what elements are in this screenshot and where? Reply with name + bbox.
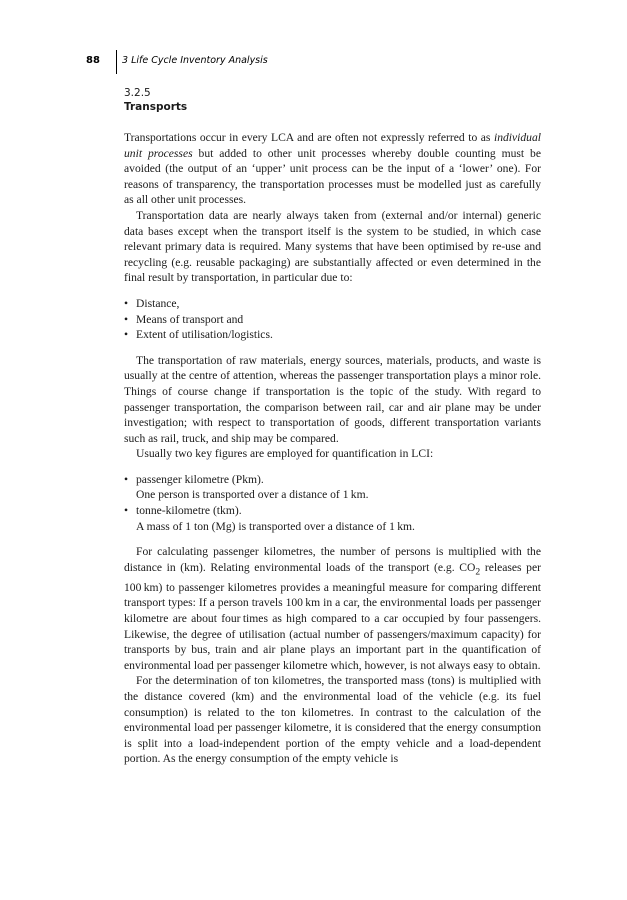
list-item: • tonne-kilometre (tkm). [124, 504, 242, 518]
paragraph-intro: Transportations occur in every LCA and are often not expressly referred to as individual unit processes but added to other unit processes whereby double counting must be avoided (the output of an ‘upper’ unit process can be the input of a ‘lower’ one). For reasons of transparency, the transportation processes must be modelled just as carefully as all other unit processes. [124, 131, 541, 207]
paragraph-data-sources: Transportation data are nearly always taken from (external and/or internal) generic data bases except when the transport itself is the system to be studied, in which case relevant primary data is required. Many systems that have been optimised by re-use and recycling (e.g. reusable packaging) are substantially affected or even determined in the final result by transportation, in particular due to: [124, 208, 541, 285]
paragraph-passenger-km: For calculating passenger kilometres, the number of persons is multiplied with the distance in (km). Relating environmental loads of the transport (e.g. $CO_2$ releases per 100 km) to passenger kilometres provides a meaningful measure for comparing different transport types: If a person travels 100 km in a car, the environmental loads per passenger kilometre are about four times as high compared to a car occupied by four passengers. Likewise, the degree of utilisation (actual number of passengers/maximum capacity) for transports by bus, train and air plane plays an important part in the quantification of environmental load per passenger kilometre which, however, is not always easy to obtain. [124, 545, 541, 672]
list-item: • Extent of utilisation/logistics. [124, 328, 273, 342]
paragraph-key-figures: Usually two key figures are employed for quantification in LCI: [136, 447, 434, 461]
factors-list [124, 296, 541, 343]
emphasis-term: individual unit processes [124, 131, 541, 160]
running-title: 3 Life Cycle Inventory Analysis [122, 55, 268, 66]
page-body [124, 86, 541, 767]
subscript: 2 [475, 566, 481, 578]
paragraph-ton-km: For the determination of ton kilometres, the transported mass (tons) is multiplied with the distance covered (km) and the environmental load of the vehicle (e.g. its fuel consumption) is related to the ton kilometres. In contrast to the calculation of the environmental load per passenger kilometre, it is considered that the energy consumption is split into a load-independent portion of the empty vehicle and a load-dependent portion. As the energy consumption of the empty vehicle is [124, 674, 541, 766]
list-item: • passenger kilometre (Pkm). [124, 472, 264, 486]
bullet-icon: • [124, 472, 129, 486]
bullet-icon: • [124, 328, 129, 342]
bullet-icon: • [124, 312, 129, 326]
key-figures-list [124, 472, 541, 534]
list-item: • Means of transport and [124, 312, 244, 326]
list-item: • Distance, [124, 296, 180, 310]
page-number: 88 [86, 55, 100, 66]
list-item-definition: One person is transported over a distance of 1 km. [136, 488, 369, 502]
paragraph-transport-focus: The transportation of raw materials, energy sources, materials, products, and waste is usually at the centre of attention, whereas the passenger transportation plays a minor role. Things of course change if transportation is the topic of the study. With regard to passenger transportation, the comparison between rail, car and air plane may be under investigation; with respect to transportation of goods, different transportation variants such as rail, truck, and ship may be compared. [124, 353, 541, 445]
bullet-icon: • [124, 504, 129, 518]
header-divider [116, 50, 117, 74]
section-title: Transports [124, 101, 188, 113]
section-number: 3.2.5 [124, 87, 151, 99]
list-item-definition: A mass of 1 ton (Mg) is transported over a distance of 1 km. [136, 519, 415, 533]
bullet-icon: • [124, 296, 129, 310]
